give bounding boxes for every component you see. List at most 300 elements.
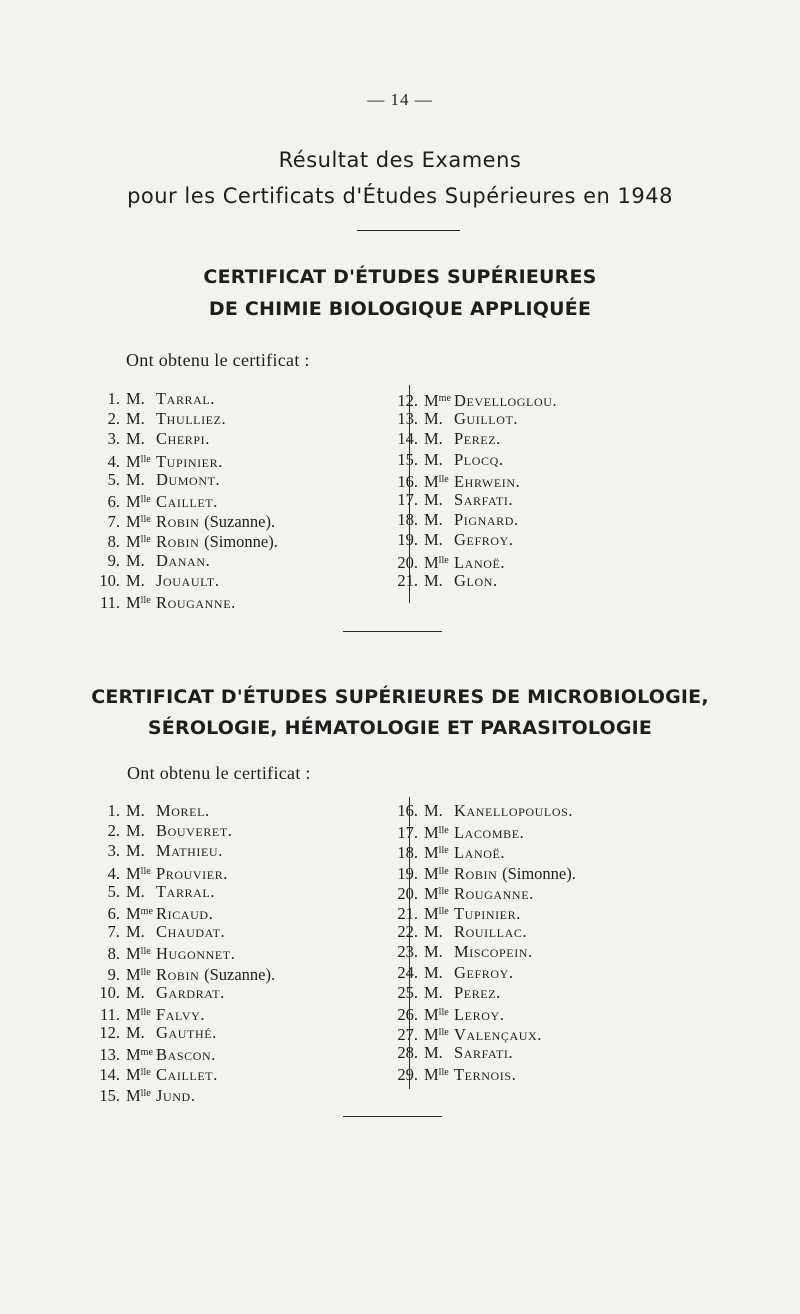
entry-number: 10. bbox=[99, 570, 120, 590]
entry-name bbox=[156, 492, 218, 511]
list-item bbox=[90, 510, 278, 530]
entry-number: 28. bbox=[397, 1043, 418, 1063]
entry-surname: Tupinier. bbox=[156, 451, 223, 471]
entry-title-text: M bbox=[424, 823, 439, 843]
list-item bbox=[90, 389, 278, 409]
entry-number: 3. bbox=[107, 841, 120, 861]
entry-surname: Kanellopoulos. bbox=[454, 801, 574, 820]
list-item bbox=[388, 882, 576, 902]
list-item bbox=[90, 801, 275, 821]
entry-title-superscript: lle bbox=[438, 1067, 449, 1079]
entry-number: 13. bbox=[397, 409, 418, 429]
entry-title-text: M bbox=[126, 512, 141, 532]
section-2-left-list bbox=[90, 801, 275, 1104]
entry-title-text: M. bbox=[424, 429, 443, 449]
entry-surname: Ternois. bbox=[454, 1065, 517, 1085]
entry-name bbox=[454, 942, 533, 961]
list-item bbox=[90, 902, 275, 922]
entry-title bbox=[126, 551, 156, 571]
entry-surname: Bascon. bbox=[156, 1045, 217, 1065]
entry-title-superscript: lle bbox=[140, 1006, 151, 1018]
entry-surname: Dumont. bbox=[156, 469, 221, 489]
section-1-intro: Ont obtenu le certificat : bbox=[126, 350, 310, 370]
entry-name bbox=[156, 965, 275, 984]
entry-title-text: M. bbox=[424, 530, 443, 550]
entry-title-text: M. bbox=[424, 922, 443, 942]
entry-number: 5. bbox=[107, 469, 120, 489]
entry-title-text: M bbox=[424, 552, 439, 572]
entry-title bbox=[126, 510, 156, 532]
entry-title-text: M bbox=[424, 863, 439, 883]
entry-name bbox=[454, 864, 576, 883]
entry-name bbox=[454, 571, 498, 590]
entry-title bbox=[126, 801, 156, 821]
entry-surname: Tarral. bbox=[156, 389, 216, 408]
entry-name bbox=[454, 391, 557, 410]
entry-surname: Robin bbox=[156, 512, 200, 532]
list-item bbox=[388, 551, 557, 571]
entry-title bbox=[126, 942, 156, 964]
entry-name bbox=[454, 823, 524, 842]
list-item bbox=[90, 1084, 275, 1104]
entry-title-text: M. bbox=[126, 841, 145, 861]
entry-name bbox=[156, 882, 215, 901]
entry-title bbox=[126, 450, 156, 472]
entry-title-superscript: lle bbox=[438, 825, 449, 837]
list-item bbox=[388, 942, 576, 962]
list-item bbox=[388, 450, 557, 470]
entry-title bbox=[424, 1063, 454, 1085]
entry-title bbox=[424, 922, 454, 942]
list-item bbox=[388, 983, 576, 1003]
entry-surname: Robin bbox=[156, 964, 200, 984]
entry-name bbox=[156, 1086, 196, 1105]
list-item bbox=[90, 409, 278, 429]
entry-given-name: (Suzanne). bbox=[204, 512, 276, 532]
entry-title-text: M. bbox=[424, 449, 443, 469]
entry-title bbox=[126, 1003, 156, 1025]
entry-title-text: M. bbox=[126, 409, 145, 429]
entry-number: 25. bbox=[397, 982, 418, 1002]
entry-name bbox=[454, 553, 505, 572]
entry-name bbox=[454, 1025, 542, 1044]
list-item bbox=[90, 942, 275, 962]
entry-title-superscript: lle bbox=[140, 534, 151, 546]
entry-title-text: M bbox=[424, 1065, 439, 1085]
entry-title-text: M bbox=[424, 1025, 439, 1045]
list-item bbox=[90, 490, 278, 510]
entry-title bbox=[126, 470, 156, 490]
entry-surname: Miscopein. bbox=[454, 942, 533, 962]
entry-title-text: M. bbox=[424, 570, 443, 590]
entry-surname: Lanoë. bbox=[454, 552, 506, 572]
entry-number: 9. bbox=[107, 550, 120, 570]
entry-surname: Gauthé. bbox=[156, 1023, 217, 1043]
entry-name bbox=[454, 409, 518, 428]
list-item bbox=[90, 591, 278, 611]
entry-title bbox=[424, 551, 454, 573]
entry-title bbox=[126, 1063, 156, 1085]
entry-title-superscript: lle bbox=[140, 1087, 151, 1099]
entry-surname: Sarfati. bbox=[454, 489, 514, 509]
main-title-line-1: Résultat des Examens bbox=[278, 148, 522, 172]
entry-name bbox=[156, 593, 236, 612]
entry-number: 1. bbox=[107, 389, 120, 408]
section-2-heading-line-2: SÉROLOGIE, HÉMATOLOGIE ET PARASITOLOGIE bbox=[147, 717, 653, 739]
list-item bbox=[388, 571, 557, 591]
list-item bbox=[90, 450, 278, 470]
entry-title-text: M. bbox=[126, 881, 145, 901]
entry-number: 7. bbox=[107, 922, 120, 942]
entry-name bbox=[156, 532, 278, 551]
entry-number: 16. bbox=[397, 471, 418, 491]
entry-surname: Develloglou. bbox=[454, 391, 558, 410]
entry-title-text: M bbox=[424, 1004, 439, 1024]
page-number: — 14 — bbox=[367, 90, 433, 109]
list-item bbox=[388, 389, 557, 409]
entry-number: 12. bbox=[99, 1023, 120, 1043]
list-item bbox=[388, 902, 576, 922]
entry-title bbox=[126, 591, 156, 613]
section-divider-rule bbox=[343, 631, 442, 632]
entry-surname: Rouillac. bbox=[454, 922, 528, 942]
entry-number: 18. bbox=[397, 843, 418, 863]
entry-surname: Jouault. bbox=[156, 570, 220, 590]
entry-name bbox=[156, 983, 225, 1002]
entry-surname: Chaudat. bbox=[156, 922, 226, 942]
entry-number: 3. bbox=[107, 429, 120, 449]
entry-surname: Valençaux. bbox=[454, 1025, 543, 1045]
entry-title-text: M. bbox=[126, 550, 145, 570]
entry-title-text: M bbox=[424, 883, 439, 903]
entry-title-text: M bbox=[126, 1004, 141, 1024]
list-item bbox=[90, 530, 278, 550]
entry-name bbox=[156, 409, 226, 428]
entry-surname: Danan. bbox=[156, 550, 211, 570]
entry-number: 14. bbox=[99, 1065, 120, 1085]
entry-title bbox=[126, 1023, 156, 1043]
entry-surname: Caillet. bbox=[156, 491, 218, 511]
entry-title bbox=[424, 821, 454, 843]
entry-name bbox=[156, 1005, 205, 1024]
list-item bbox=[388, 841, 576, 861]
entry-title-text: M bbox=[126, 944, 141, 964]
entry-title bbox=[424, 1023, 454, 1045]
entry-title-superscript: lle bbox=[140, 1067, 151, 1079]
list-item bbox=[388, 429, 557, 449]
entry-title bbox=[126, 983, 156, 1003]
entry-name bbox=[156, 512, 275, 531]
list-item bbox=[90, 571, 278, 591]
list-item bbox=[90, 821, 275, 841]
entry-title bbox=[126, 429, 156, 449]
section-2-right-list bbox=[388, 801, 576, 1084]
entry-name bbox=[454, 843, 505, 862]
entry-name bbox=[156, 904, 213, 923]
entry-title-superscript: lle bbox=[438, 885, 449, 897]
list-item bbox=[90, 1063, 275, 1083]
list-item bbox=[90, 882, 275, 902]
entry-title-text: M. bbox=[126, 389, 145, 408]
entry-title-text: M. bbox=[126, 429, 145, 449]
entry-name bbox=[156, 1065, 218, 1084]
entry-surname: Hugonnet. bbox=[156, 944, 236, 964]
list-item bbox=[90, 470, 278, 490]
entry-name bbox=[156, 452, 223, 471]
entry-title-text: M. bbox=[126, 801, 145, 820]
entry-surname: Lanoë. bbox=[454, 843, 506, 863]
list-item bbox=[90, 922, 275, 942]
entry-name bbox=[454, 884, 534, 903]
entry-number: 8. bbox=[107, 944, 120, 964]
section-1-heading-line-1: CERTIFICAT D'ÉTUDES SUPÉRIEURES bbox=[203, 266, 597, 288]
entry-name bbox=[454, 904, 521, 923]
list-item bbox=[90, 963, 275, 983]
list-item bbox=[90, 1043, 275, 1063]
entry-name bbox=[156, 571, 220, 590]
list-item bbox=[90, 841, 275, 861]
entry-title bbox=[424, 942, 454, 962]
entry-title bbox=[424, 841, 454, 863]
list-item bbox=[90, 1023, 275, 1043]
entry-surname: Rouganne. bbox=[454, 883, 534, 903]
entry-title-superscript: lle bbox=[140, 453, 151, 465]
list-item bbox=[388, 801, 576, 821]
entry-title bbox=[424, 983, 454, 1003]
section-2-heading-line-1: CERTIFICAT D'ÉTUDES SUPÉRIEURES DE MICROBIOLOGIE, bbox=[91, 686, 709, 708]
entry-title bbox=[424, 490, 454, 510]
list-item bbox=[388, 510, 557, 530]
entry-surname: Perez. bbox=[454, 429, 501, 449]
entry-number: 29. bbox=[397, 1065, 418, 1085]
section-1-heading-line-2: DE CHIMIE BIOLOGIQUE APPLIQUÉE bbox=[208, 298, 592, 320]
list-item bbox=[90, 551, 278, 571]
entry-number: 6. bbox=[107, 903, 120, 923]
entry-title bbox=[126, 1084, 156, 1106]
entry-number: 24. bbox=[397, 962, 418, 982]
entry-title-text: M. bbox=[126, 469, 145, 489]
entry-title bbox=[424, 862, 454, 884]
entry-number: 11. bbox=[99, 1004, 120, 1024]
entry-title bbox=[424, 902, 454, 924]
entry-surname: Robin bbox=[454, 863, 498, 883]
entry-number: 17. bbox=[397, 489, 418, 509]
entry-number: 5. bbox=[107, 881, 120, 901]
entry-title-text: M. bbox=[424, 801, 443, 820]
entry-title-superscript: lle bbox=[438, 905, 449, 917]
entry-title-text: M. bbox=[126, 922, 145, 942]
entry-name bbox=[156, 864, 228, 883]
entry-title bbox=[126, 1043, 156, 1065]
entry-surname: Cherpi. bbox=[156, 429, 211, 449]
entry-title-text: M. bbox=[424, 962, 443, 982]
list-item bbox=[388, 409, 557, 429]
entry-surname: Rouganne. bbox=[156, 592, 236, 612]
entry-title bbox=[424, 510, 454, 530]
entry-title bbox=[424, 1043, 454, 1063]
entry-name bbox=[156, 821, 233, 840]
entry-given-name: (Suzanne). bbox=[204, 964, 276, 984]
entry-name bbox=[454, 963, 514, 982]
list-item bbox=[388, 470, 557, 490]
entry-surname: Caillet. bbox=[156, 1065, 218, 1085]
entry-title-superscript: lle bbox=[438, 473, 449, 485]
entry-title bbox=[126, 530, 156, 552]
entry-surname: Gefroy. bbox=[454, 530, 514, 550]
entry-title-text: M. bbox=[424, 409, 443, 429]
entry-title bbox=[126, 409, 156, 429]
entry-title-superscript: lle bbox=[438, 1006, 449, 1018]
entry-number: 7. bbox=[107, 512, 120, 532]
entry-number: 1. bbox=[107, 801, 120, 820]
entry-surname: Perez. bbox=[454, 982, 501, 1002]
entry-number: 27. bbox=[397, 1025, 418, 1045]
entry-number: 21. bbox=[397, 903, 418, 923]
entry-title-superscript: lle bbox=[140, 966, 151, 978]
entry-number: 15. bbox=[397, 449, 418, 469]
entry-name bbox=[156, 389, 215, 408]
entry-title bbox=[424, 409, 454, 429]
entry-name bbox=[454, 922, 527, 941]
entry-number: 16. bbox=[397, 801, 418, 820]
entry-title-superscript: me bbox=[140, 1047, 153, 1059]
entry-title bbox=[424, 1003, 454, 1025]
entry-number: 4. bbox=[107, 451, 120, 471]
list-item bbox=[388, 1063, 576, 1083]
entry-title-text: M bbox=[126, 451, 141, 471]
entry-title bbox=[126, 821, 156, 841]
entry-name bbox=[156, 922, 225, 941]
entry-title bbox=[126, 389, 156, 409]
entry-title-superscript: lle bbox=[140, 594, 151, 606]
entry-surname: Robin bbox=[156, 532, 200, 552]
title-rule bbox=[357, 230, 460, 231]
list-item bbox=[388, 1023, 576, 1043]
entry-title-superscript: lle bbox=[140, 514, 151, 526]
entry-title-superscript: lle bbox=[140, 865, 151, 877]
entry-name bbox=[454, 490, 513, 509]
entry-title-text: M. bbox=[424, 510, 443, 530]
entry-number: 22. bbox=[397, 922, 418, 942]
entry-title bbox=[424, 882, 454, 904]
entry-title-text: M bbox=[424, 391, 439, 410]
entry-number: 12. bbox=[397, 391, 418, 410]
list-item bbox=[388, 922, 576, 942]
entry-number: 11. bbox=[99, 592, 120, 612]
entry-title bbox=[424, 801, 454, 821]
entry-title-text: M bbox=[126, 592, 141, 612]
entry-title-text: M bbox=[126, 964, 141, 984]
entry-title bbox=[424, 530, 454, 550]
entry-title-text: M bbox=[126, 1085, 141, 1105]
entry-title-text: M. bbox=[424, 1043, 443, 1063]
list-item bbox=[388, 1003, 576, 1023]
entry-surname: Pignard. bbox=[454, 510, 519, 530]
entry-title-superscript: lle bbox=[140, 493, 151, 505]
entry-surname: Falvy. bbox=[156, 1004, 206, 1024]
entry-name bbox=[156, 1023, 217, 1042]
list-item bbox=[388, 963, 576, 983]
entry-surname: Mathieu. bbox=[156, 841, 223, 861]
entry-surname: Jund. bbox=[156, 1085, 196, 1105]
entry-number: 23. bbox=[397, 942, 418, 962]
entry-title-text: M. bbox=[126, 982, 145, 1002]
entry-name bbox=[156, 841, 223, 860]
entry-number: 18. bbox=[397, 510, 418, 530]
section-1-left-list bbox=[90, 389, 278, 611]
list-item bbox=[90, 1003, 275, 1023]
entry-surname: Thulliez. bbox=[156, 409, 227, 429]
entry-title-text: M bbox=[424, 843, 439, 863]
entry-surname: Morel. bbox=[156, 801, 210, 820]
entry-given-name: (Simonne). bbox=[204, 532, 278, 552]
entry-name bbox=[454, 1065, 516, 1084]
section-2-intro: Ont obtenu le certificat : bbox=[127, 763, 311, 783]
bottom-rule bbox=[343, 1116, 442, 1117]
entry-title bbox=[126, 862, 156, 884]
entry-name bbox=[156, 551, 210, 570]
main-title-line-2: pour les Certificats d'Études Supérieures en 1948 bbox=[127, 184, 673, 208]
entry-number: 19. bbox=[397, 530, 418, 550]
entry-title-superscript: lle bbox=[140, 946, 151, 958]
entry-title-superscript: lle bbox=[438, 1027, 449, 1039]
entry-title-text: M bbox=[424, 903, 439, 923]
list-item bbox=[388, 821, 576, 841]
entry-surname: Tupinier. bbox=[454, 903, 521, 923]
entry-title bbox=[424, 429, 454, 449]
entry-name bbox=[454, 530, 514, 549]
entry-title bbox=[126, 841, 156, 861]
list-item bbox=[388, 1043, 576, 1063]
entry-title-text: M bbox=[126, 532, 141, 552]
entry-title-text: M bbox=[126, 491, 141, 511]
list-item bbox=[90, 983, 275, 1003]
entry-given-name: (Simonne). bbox=[502, 863, 576, 883]
entry-name bbox=[156, 944, 235, 963]
entry-name bbox=[454, 1043, 513, 1062]
entry-name bbox=[454, 801, 573, 820]
list-item bbox=[90, 862, 275, 882]
entry-number: 6. bbox=[107, 491, 120, 511]
entry-surname: Guillot. bbox=[454, 409, 519, 429]
list-item bbox=[388, 490, 557, 510]
entry-surname: Plocq. bbox=[454, 449, 504, 469]
entry-number: 10. bbox=[99, 982, 120, 1002]
entry-number: 9. bbox=[107, 964, 120, 984]
entry-title-text: M. bbox=[424, 982, 443, 1002]
entry-name bbox=[156, 1045, 216, 1064]
entry-name bbox=[454, 429, 501, 448]
entry-surname: Ehrwein. bbox=[454, 471, 521, 491]
entry-title-text: M. bbox=[424, 942, 443, 962]
entry-title-text: M. bbox=[126, 570, 145, 590]
entry-title bbox=[126, 902, 156, 924]
list-item bbox=[90, 429, 278, 449]
entry-title-text: M. bbox=[126, 821, 145, 841]
entry-title-text: M bbox=[126, 903, 141, 923]
entry-number: 2. bbox=[107, 821, 120, 841]
entry-title-text: M bbox=[126, 1065, 141, 1085]
entry-name bbox=[156, 801, 210, 820]
entry-surname: Gardrat. bbox=[156, 982, 225, 1002]
entry-title bbox=[424, 963, 454, 983]
entry-number: 17. bbox=[397, 823, 418, 843]
entry-title-text: M. bbox=[424, 489, 443, 509]
entry-number: 20. bbox=[397, 883, 418, 903]
entry-number: 2. bbox=[107, 409, 120, 429]
entry-surname: Lacombe. bbox=[454, 823, 525, 843]
entry-title-text: M bbox=[424, 471, 439, 491]
